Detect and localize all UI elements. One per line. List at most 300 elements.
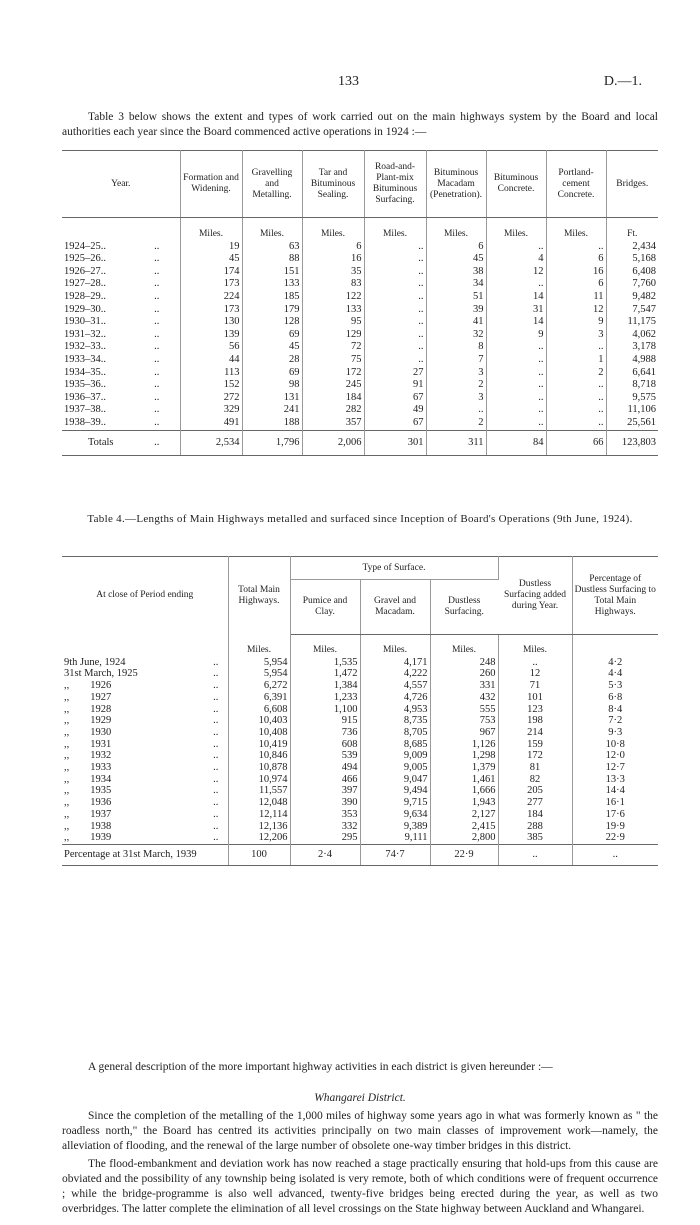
percentage-cell: .. bbox=[572, 844, 658, 865]
value-cell: 172 bbox=[302, 367, 364, 380]
value-cell: .. bbox=[486, 404, 546, 417]
period-cell: 9th June, 1924 bbox=[64, 656, 126, 668]
value-cell: 8,718 bbox=[632, 379, 656, 391]
value-cell: 12,114 bbox=[228, 809, 290, 821]
value-cell: 67 bbox=[364, 417, 426, 430]
value-cell: 8,685 bbox=[360, 739, 430, 751]
leader-dots: .. bbox=[204, 832, 228, 844]
value-cell: 390 bbox=[290, 797, 360, 809]
value-cell: .. bbox=[486, 341, 546, 354]
unit-cell: Miles. bbox=[228, 635, 290, 657]
value-cell: 6,408 bbox=[632, 265, 656, 277]
t4-header-pumice: Pumice and Clay. bbox=[290, 580, 360, 635]
leader-dots: .. bbox=[134, 266, 180, 279]
value-cell: 9,715 bbox=[360, 797, 430, 809]
leader-dots: .. bbox=[134, 316, 180, 329]
percentage-cell: 22·9 bbox=[430, 844, 498, 865]
value-cell: 736 bbox=[290, 727, 360, 739]
value-cell: 6·8 bbox=[608, 691, 623, 703]
leader-dots: .. bbox=[134, 341, 180, 354]
value-cell: 1,126 bbox=[430, 739, 498, 751]
value-cell: 131 bbox=[242, 392, 302, 405]
value-cell: 39 bbox=[426, 304, 486, 317]
value-cell: 179 bbox=[242, 304, 302, 317]
value-cell: 9,494 bbox=[360, 785, 430, 797]
value-cell: 9,005 bbox=[360, 762, 430, 774]
value-cell: 6 bbox=[426, 241, 486, 254]
value-cell: 44 bbox=[180, 354, 242, 367]
value-cell: 25,561 bbox=[627, 416, 656, 428]
value-cell: 2,800 bbox=[430, 832, 498, 844]
value-cell: 188 bbox=[242, 417, 302, 430]
value-cell: 1,472 bbox=[290, 668, 360, 680]
year-cell: 1934–35.. bbox=[64, 366, 106, 378]
value-cell: 4·4 bbox=[608, 668, 623, 680]
value-cell: 9,047 bbox=[360, 774, 430, 786]
table-row bbox=[62, 392, 658, 405]
table-row bbox=[62, 774, 658, 786]
value-cell: 13·3 bbox=[605, 773, 625, 785]
value-cell: 16·1 bbox=[605, 797, 625, 809]
t3-units-row bbox=[62, 218, 658, 241]
leader-dots: .. bbox=[204, 668, 228, 680]
value-cell: 4,557 bbox=[360, 680, 430, 692]
t3-header-year: Year. bbox=[62, 151, 180, 218]
unit-cell: Miles. bbox=[546, 218, 606, 241]
value-cell: 1,384 bbox=[290, 680, 360, 692]
value-cell: 4 bbox=[486, 253, 546, 266]
intro-paragraph: Table 3 below shows the extent and types of work carried out on the main highways system by the Board and local authorities each year since the Board commenced active operations in 1924 :— bbox=[62, 111, 658, 138]
unit-cell: Miles. bbox=[364, 218, 426, 241]
leader-dots: .. bbox=[204, 739, 228, 751]
page-header bbox=[0, 74, 700, 94]
value-cell: 152 bbox=[180, 379, 242, 392]
value-cell: 12 bbox=[546, 304, 606, 317]
t3-header-road-plant-mix: Road-and-Plant-mix Bituminous Surfacing. bbox=[364, 151, 426, 218]
value-cell: 133 bbox=[242, 278, 302, 291]
value-cell: 41 bbox=[426, 316, 486, 329]
value-cell: 10,846 bbox=[228, 750, 290, 762]
period-cell: ,, 1927 bbox=[64, 691, 112, 703]
period-cell: ,, 1926 bbox=[64, 680, 112, 692]
value-cell: .. bbox=[486, 379, 546, 392]
leader-dots: .. bbox=[204, 727, 228, 739]
table-row bbox=[62, 680, 658, 692]
leader-dots: .. bbox=[134, 367, 180, 380]
value-cell: .. bbox=[486, 241, 546, 254]
value-cell: 385 bbox=[498, 832, 572, 844]
value-cell: 353 bbox=[290, 809, 360, 821]
value-cell: .. bbox=[486, 367, 546, 380]
value-cell: 17·6 bbox=[605, 808, 625, 820]
value-cell: 38 bbox=[426, 266, 486, 279]
unit-cell: Miles. bbox=[426, 218, 486, 241]
value-cell: 12 bbox=[486, 266, 546, 279]
table-row bbox=[62, 341, 658, 354]
table-row bbox=[62, 727, 658, 739]
value-cell: 1,666 bbox=[430, 785, 498, 797]
value-cell: 555 bbox=[430, 704, 498, 716]
t3-header-formation: Formation and Widening. bbox=[180, 151, 242, 218]
year-cell: 1931–32.. bbox=[64, 328, 106, 340]
table-row bbox=[62, 692, 658, 704]
value-cell: 151 bbox=[242, 266, 302, 279]
t3-header-gravelling: Gravelling and Metalling. bbox=[242, 151, 302, 218]
leader-dots: .. bbox=[204, 785, 228, 797]
value-cell: 83 bbox=[302, 278, 364, 291]
value-cell: 128 bbox=[242, 316, 302, 329]
value-cell: 10,403 bbox=[228, 715, 290, 727]
table-row bbox=[62, 704, 658, 716]
value-cell: 4·2 bbox=[608, 656, 623, 668]
year-cell: 1924–25.. bbox=[64, 240, 106, 252]
value-cell: 6 bbox=[546, 278, 606, 291]
period-cell: ,, 1933 bbox=[64, 762, 112, 774]
total-cell: 1,796 bbox=[242, 430, 302, 456]
value-cell: 915 bbox=[290, 715, 360, 727]
value-cell: 491 bbox=[180, 417, 242, 430]
value-cell: 466 bbox=[290, 774, 360, 786]
year-cell: 1926–27.. bbox=[64, 265, 106, 277]
unit-cell: Miles. bbox=[302, 218, 364, 241]
table-row bbox=[62, 329, 658, 342]
leader-dots: .. bbox=[204, 657, 228, 669]
t3-header-tar: Tar and Bituminous Sealing. bbox=[302, 151, 364, 218]
unit-cell: Miles. bbox=[242, 218, 302, 241]
year-cell: 1938–39.. bbox=[64, 416, 106, 428]
value-cell: 2,415 bbox=[430, 821, 498, 833]
table-row bbox=[62, 379, 658, 392]
value-cell: 9·3 bbox=[608, 726, 623, 738]
leader-dots: .. bbox=[134, 354, 180, 367]
value-cell: 539 bbox=[290, 750, 360, 762]
district-heading: Whangarei District. bbox=[314, 1092, 406, 1104]
period-cell: ,, 1930 bbox=[64, 726, 112, 738]
table-row bbox=[62, 750, 658, 762]
value-cell: 494 bbox=[290, 762, 360, 774]
year-cell: 1927–28.. bbox=[64, 278, 106, 290]
table-3 bbox=[62, 150, 658, 456]
value-cell: 56 bbox=[180, 341, 242, 354]
value-cell: 332 bbox=[290, 821, 360, 833]
value-cell: 8,705 bbox=[360, 727, 430, 739]
value-cell: 16 bbox=[546, 266, 606, 279]
value-cell: 10,408 bbox=[228, 727, 290, 739]
value-cell: 1 bbox=[546, 354, 606, 367]
value-cell: 6 bbox=[302, 241, 364, 254]
t4-header-gravel: Gravel and Macadam. bbox=[360, 580, 430, 635]
table-row bbox=[62, 809, 658, 821]
table-4-title: Table 4.—Lengths of Main Highways metalled and surfaced since Inception of Board's Operations (9th June, 1924). bbox=[87, 513, 633, 525]
value-cell: 4,726 bbox=[360, 692, 430, 704]
value-cell: 1,535 bbox=[290, 657, 360, 669]
value-cell: 7 bbox=[426, 354, 486, 367]
value-cell: 14 bbox=[486, 316, 546, 329]
leader-dots: .. bbox=[134, 241, 180, 254]
period-cell: ,, 1932 bbox=[64, 750, 112, 762]
leader-dots: .. bbox=[204, 821, 228, 833]
value-cell: 9 bbox=[546, 316, 606, 329]
year-cell: 1935–36.. bbox=[64, 379, 106, 391]
value-cell: 10·8 bbox=[605, 738, 625, 750]
total-cell: 2,006 bbox=[302, 430, 364, 456]
total-cell: 301 bbox=[364, 430, 426, 456]
leader-dots: .. bbox=[204, 797, 228, 809]
value-cell: 10,974 bbox=[228, 774, 290, 786]
value-cell: .. bbox=[364, 241, 426, 254]
value-cell: .. bbox=[486, 354, 546, 367]
value-cell: 1,298 bbox=[430, 750, 498, 762]
value-cell: 8·4 bbox=[608, 703, 623, 715]
value-cell: 72 bbox=[302, 341, 364, 354]
value-cell: 3,178 bbox=[632, 341, 656, 353]
value-cell: 71 bbox=[498, 680, 572, 692]
value-cell: 19·9 bbox=[605, 820, 625, 832]
t3-header-bitum-concrete: Bituminous Concrete. bbox=[486, 151, 546, 218]
total-cell: 84 bbox=[486, 430, 546, 456]
value-cell: 3 bbox=[546, 329, 606, 342]
value-cell: 91 bbox=[364, 379, 426, 392]
value-cell: 11,557 bbox=[228, 785, 290, 797]
year-cell: 1936–37.. bbox=[64, 391, 106, 403]
leader-dots: .. bbox=[134, 329, 180, 342]
value-cell: .. bbox=[498, 657, 572, 669]
value-cell: 5,954 bbox=[228, 657, 290, 669]
value-cell: 608 bbox=[290, 739, 360, 751]
value-cell: 432 bbox=[430, 692, 498, 704]
value-cell: 9,009 bbox=[360, 750, 430, 762]
table-row bbox=[62, 367, 658, 380]
value-cell: 10,419 bbox=[228, 739, 290, 751]
value-cell: 6,391 bbox=[228, 692, 290, 704]
value-cell: 205 bbox=[498, 785, 572, 797]
percentage-cell: 2·4 bbox=[290, 844, 360, 865]
value-cell: .. bbox=[546, 379, 606, 392]
value-cell: 9,111 bbox=[360, 832, 430, 844]
percentage-cell: 100 bbox=[228, 844, 290, 865]
value-cell: 69 bbox=[242, 367, 302, 380]
value-cell: 82 bbox=[498, 774, 572, 786]
value-cell: .. bbox=[364, 354, 426, 367]
value-cell: 357 bbox=[302, 417, 364, 430]
whangarei-paragraph-2: The flood-embankment and deviation work has now reached a stage practically ensuring that hold-ups from this cause are obviated and the possibility of any township being isolated is very remote, both of which conditions were of frequent occurrence ; while the bridge-programme is also well advanced, twenty-five bridges being erected during the year, as well as two overbridges. The latter complete the elimination of all level crossings on the State highway between Auckland and Whangarei. bbox=[62, 1158, 658, 1215]
value-cell: 45 bbox=[180, 253, 242, 266]
value-cell: 133 bbox=[302, 304, 364, 317]
period-cell: ,, 1934 bbox=[64, 773, 112, 785]
value-cell: 6 bbox=[546, 253, 606, 266]
value-cell: 69 bbox=[242, 329, 302, 342]
value-cell: 19 bbox=[180, 241, 242, 254]
value-cell: .. bbox=[546, 341, 606, 354]
table-row bbox=[62, 797, 658, 809]
value-cell: 11 bbox=[546, 291, 606, 304]
total-cell: 123,803 bbox=[606, 430, 658, 456]
table-row bbox=[62, 253, 658, 266]
value-cell: .. bbox=[546, 392, 606, 405]
year-cell: 1932–33.. bbox=[64, 341, 106, 353]
value-cell: 32 bbox=[426, 329, 486, 342]
value-cell: 49 bbox=[364, 404, 426, 417]
year-cell: 1933–34.. bbox=[64, 353, 106, 365]
value-cell: 295 bbox=[290, 832, 360, 844]
leader-dots: .. bbox=[204, 692, 228, 704]
year-cell: 1930–31.. bbox=[64, 316, 106, 328]
value-cell: 173 bbox=[180, 304, 242, 317]
value-cell: 22·9 bbox=[605, 832, 625, 844]
period-cell: ,, 1935 bbox=[64, 785, 112, 797]
value-cell: 45 bbox=[426, 253, 486, 266]
value-cell: 98 bbox=[242, 379, 302, 392]
value-cell: 172 bbox=[498, 750, 572, 762]
value-cell: 11,106 bbox=[627, 404, 656, 416]
value-cell: 6,272 bbox=[228, 680, 290, 692]
value-cell: 7·2 bbox=[608, 715, 623, 727]
value-cell: 6,608 bbox=[228, 704, 290, 716]
t4-header-type-group: Type of Surface. bbox=[290, 557, 498, 580]
percentage-cell: .. bbox=[498, 844, 572, 865]
value-cell: 2 bbox=[546, 367, 606, 380]
value-cell: .. bbox=[364, 304, 426, 317]
value-cell: 7,547 bbox=[632, 303, 656, 315]
value-cell: 122 bbox=[302, 291, 364, 304]
unit-cell: Miles. bbox=[290, 635, 360, 657]
table-row bbox=[62, 354, 658, 367]
value-cell: .. bbox=[364, 266, 426, 279]
value-cell: .. bbox=[426, 404, 486, 417]
t4-header-dustless: Dustless Surfacing. bbox=[430, 580, 498, 635]
leader-dots: .. bbox=[204, 680, 228, 692]
value-cell: 88 bbox=[242, 253, 302, 266]
table-row bbox=[62, 278, 658, 291]
value-cell: 123 bbox=[498, 704, 572, 716]
year-cell: 1925–26.. bbox=[64, 253, 106, 265]
value-cell: 4,988 bbox=[632, 353, 656, 365]
table-row bbox=[62, 241, 658, 254]
leader-dots: .. bbox=[204, 704, 228, 716]
value-cell: 5·3 bbox=[608, 680, 623, 692]
value-cell: 4,953 bbox=[360, 704, 430, 716]
value-cell: 2,127 bbox=[430, 809, 498, 821]
value-cell: 241 bbox=[242, 404, 302, 417]
leader-dots: .. bbox=[204, 809, 228, 821]
leader-dots: .. bbox=[134, 379, 180, 392]
value-cell: .. bbox=[364, 329, 426, 342]
leader-dots: .. bbox=[204, 750, 228, 762]
value-cell: 7,760 bbox=[632, 278, 656, 290]
value-cell: 6,641 bbox=[632, 366, 656, 378]
total-cell: 66 bbox=[546, 430, 606, 456]
t4-header-period: At close of Period ending bbox=[62, 557, 228, 635]
value-cell: 12·0 bbox=[605, 750, 625, 762]
value-cell: 75 bbox=[302, 354, 364, 367]
value-cell: 1,233 bbox=[290, 692, 360, 704]
value-cell: 12,206 bbox=[228, 832, 290, 844]
year-cell: 1937–38.. bbox=[64, 404, 106, 416]
period-cell: ,, 1928 bbox=[64, 703, 112, 715]
value-cell: 288 bbox=[498, 821, 572, 833]
value-cell: 185 bbox=[242, 291, 302, 304]
table-row bbox=[62, 266, 658, 279]
value-cell: .. bbox=[546, 417, 606, 430]
value-cell: 12 bbox=[498, 668, 572, 680]
unit-cell bbox=[572, 635, 658, 657]
unit-cell: Miles. bbox=[430, 635, 498, 657]
t4-units-row bbox=[62, 635, 658, 657]
year-cell: 1928–29.. bbox=[64, 290, 106, 302]
t4-header-row-1 bbox=[62, 557, 658, 580]
totals-label: Totals bbox=[62, 430, 134, 456]
value-cell: 173 bbox=[180, 278, 242, 291]
t4-header-percentage: Percentage of Dustless Surfacing to Total Main Highways. bbox=[572, 557, 658, 635]
value-cell: 14 bbox=[486, 291, 546, 304]
leader-dots: .. bbox=[204, 762, 228, 774]
value-cell: 174 bbox=[180, 266, 242, 279]
value-cell: 329 bbox=[180, 404, 242, 417]
percentage-row bbox=[62, 844, 658, 865]
value-cell: 397 bbox=[290, 785, 360, 797]
value-cell: 5,954 bbox=[228, 668, 290, 680]
value-cell: 2,434 bbox=[632, 240, 656, 252]
leader-dots: .. bbox=[134, 291, 180, 304]
value-cell: 1,379 bbox=[430, 762, 498, 774]
value-cell: 260 bbox=[430, 668, 498, 680]
value-cell: 14·4 bbox=[605, 785, 625, 797]
table-row bbox=[62, 291, 658, 304]
value-cell: 95 bbox=[302, 316, 364, 329]
value-cell: 12,136 bbox=[228, 821, 290, 833]
value-cell: 12,048 bbox=[228, 797, 290, 809]
value-cell: .. bbox=[546, 404, 606, 417]
total-cell: 2,534 bbox=[180, 430, 242, 456]
table-row bbox=[62, 821, 658, 833]
table-row bbox=[62, 762, 658, 774]
table-row bbox=[62, 304, 658, 317]
value-cell: .. bbox=[486, 392, 546, 405]
value-cell: 184 bbox=[302, 392, 364, 405]
leader-dots: .. bbox=[134, 392, 180, 405]
value-cell: 9 bbox=[486, 329, 546, 342]
leader-dots: .. bbox=[134, 278, 180, 291]
value-cell: 282 bbox=[302, 404, 364, 417]
unit-cell: Miles. bbox=[486, 218, 546, 241]
value-cell: 9,634 bbox=[360, 809, 430, 821]
value-cell: 8,735 bbox=[360, 715, 430, 727]
leader-dots: .. bbox=[134, 253, 180, 266]
table-row bbox=[62, 417, 658, 430]
value-cell: 63 bbox=[242, 241, 302, 254]
unit-cell: Miles. bbox=[180, 218, 242, 241]
value-cell: .. bbox=[364, 253, 426, 266]
year-cell: 1929–30.. bbox=[64, 303, 106, 315]
value-cell: 3 bbox=[426, 392, 486, 405]
table-row bbox=[62, 404, 658, 417]
value-cell: 31 bbox=[486, 304, 546, 317]
value-cell: 12·7 bbox=[605, 762, 625, 774]
value-cell: 214 bbox=[498, 727, 572, 739]
value-cell: 67 bbox=[364, 392, 426, 405]
unit-cell: Miles. bbox=[360, 635, 430, 657]
leader-dots: .. bbox=[134, 417, 180, 430]
value-cell: .. bbox=[364, 316, 426, 329]
value-cell: 45 bbox=[242, 341, 302, 354]
value-cell: 34 bbox=[426, 278, 486, 291]
value-cell: 9,389 bbox=[360, 821, 430, 833]
value-cell: 3 bbox=[426, 367, 486, 380]
value-cell: 11,175 bbox=[627, 316, 656, 328]
value-cell: .. bbox=[364, 341, 426, 354]
value-cell: 245 bbox=[302, 379, 364, 392]
table-row bbox=[62, 657, 658, 669]
